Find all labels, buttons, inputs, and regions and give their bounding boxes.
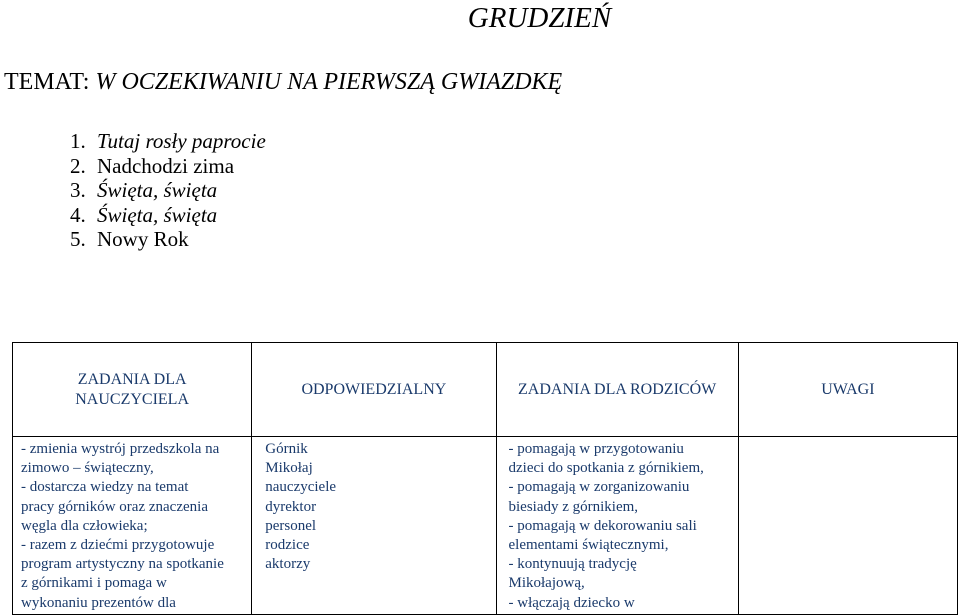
topic-number: 5. <box>70 227 86 251</box>
header-teacher-tasks: ZADANIA DLA NAUCZYCIELA <box>13 343 252 437</box>
topic-number: 1. <box>70 129 86 153</box>
cell-line: - kontynuują tradycję <box>508 556 637 573</box>
cell-line: program artystyczny na spotkanie <box>21 556 224 573</box>
cell-line: z górnikami i pomaga w <box>21 575 167 592</box>
topic-text: Nadchodzi zima <box>97 153 235 178</box>
cell-line: - dostarcza wiedzy na temat <box>21 479 189 496</box>
cell-line: Górnik <box>265 441 308 457</box>
topic-text: Tutaj rosły paprocie <box>97 129 266 153</box>
cell-line: Mikołaj <box>265 460 313 477</box>
cell-line: rodzice <box>265 537 310 554</box>
cell-line: - zmienia wystrój przedszkola na <box>21 441 220 457</box>
cell-teacher-tasks <box>13 437 252 615</box>
topic-number: 3. <box>70 178 86 202</box>
cell-responsible <box>252 437 496 615</box>
cell-line: - razem z dziećmi przygotowuje <box>21 537 215 554</box>
cell-line: Mikołajową, <box>508 575 585 592</box>
topic-text: Nowy Rok <box>97 227 189 251</box>
topic-item <box>70 178 266 203</box>
topic-item <box>70 154 266 179</box>
topic-number: 2. <box>70 153 86 178</box>
theme-title: W OCZEKIWANIU NA PIERWSZĄ GWIAZDKĘ <box>95 69 563 95</box>
cell-line: węgla dla człowieka; <box>21 517 148 534</box>
cell-parent-tasks <box>496 437 738 615</box>
cell-line: - pomagają w dekorowaniu sali <box>508 517 697 534</box>
plan-table <box>12 342 958 615</box>
cell-line: - pomagają w przygotowaniu <box>508 441 684 457</box>
theme-label: TEMAT: <box>4 69 96 95</box>
cell-line: pracy górników oraz znaczenia <box>21 498 208 515</box>
cell-line: personel <box>265 517 317 534</box>
topic-text: Święta, święta <box>97 178 218 202</box>
cell-line: dyrektor <box>265 498 317 515</box>
topic-item <box>70 129 266 154</box>
cell-line: - pomagają w zorganizowaniu <box>508 479 690 496</box>
topic-list <box>70 129 266 252</box>
cell-line: elementami świątecznymi, <box>508 537 669 554</box>
cell-line: wykonaniu prezentów dla <box>21 594 176 611</box>
cell-line: biesiady z górnikiem, <box>508 498 639 515</box>
header-notes: UWAGI <box>738 343 957 437</box>
month-heading <box>0 0 959 36</box>
header-responsible: ODPOWIEDZIALNY <box>252 343 496 437</box>
cell-line: nauczyciele <box>265 479 337 496</box>
topic-text: Święta, święta <box>97 202 218 227</box>
table-header-row <box>13 343 958 437</box>
month-heading-text: GRUDZIEŃ <box>467 2 612 34</box>
cell-line: dzieci do spotkania z górnikiem, <box>508 460 704 477</box>
cell-line: zimowo – świąteczny, <box>21 460 154 477</box>
header-parent-tasks: ZADANIA DLA RODZICÓW <box>496 343 738 437</box>
topic-number: 4. <box>70 202 86 227</box>
topic-item <box>70 227 266 252</box>
cell-line: - włączają dziecko w <box>508 594 635 611</box>
table-row <box>13 437 958 615</box>
topic-item <box>70 203 266 228</box>
theme-heading <box>4 67 562 97</box>
cell-line: aktorzy <box>265 556 311 573</box>
cell-notes <box>738 437 957 615</box>
